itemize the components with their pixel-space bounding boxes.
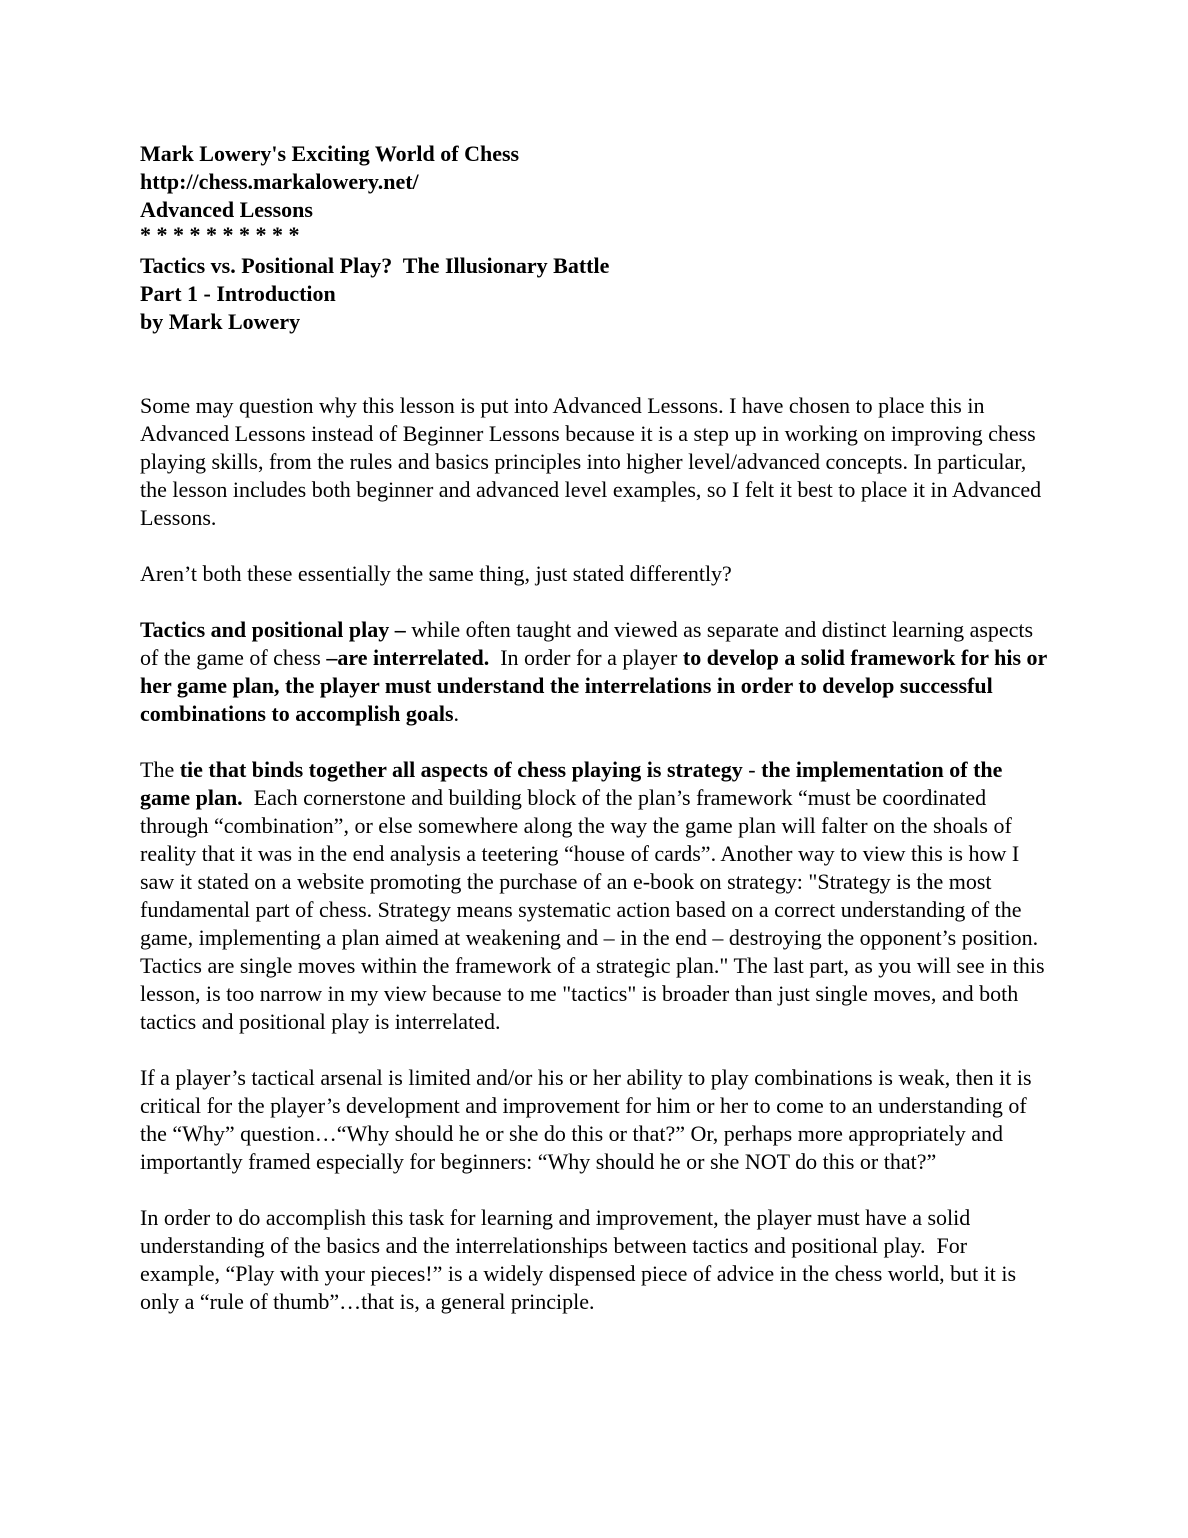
paragraph-1: Some may question why this lesson is put into Advanced Lessons. I have chosen to place this in Advanced Lessons instead of Beginner Lessons because it is a step up in working on improving chess playing skills, from the rules and basics principles into higher level/advanced concepts. In particular, the lesson includes both beginner and advanced level examples, so I felt it best to place it in Advanced Lessons. <box>140 393 1042 530</box>
paragraph-4-text-2: - <box>742 757 762 782</box>
paragraph-3-text-2: In order for a player <box>489 645 683 670</box>
paragraph-3 <box>140 616 1050 728</box>
paragraph-3-bold-1: Tactics and positional play – <box>140 617 406 642</box>
paragraph-3-bold-2: –are interrelated. <box>326 645 490 670</box>
paragraph-4-bold-1: tie that binds together all aspects of chess playing is strategy <box>179 757 743 782</box>
paragraph-6: In order to do accomplish this task for learning and improvement, the player must have a solid understanding of the basics and the interrelationships between tactics and positional play. For example, “Play with your pieces!” is a widely dispensed piece of advice in the chess world, but it is only a “rule of thumb”…that is, a general principle. <box>140 1205 1022 1314</box>
site-url: http://chess.markalowery.net/ <box>140 169 419 194</box>
paragraph-4-bold-2: the implementation of the game plan. <box>140 757 1003 810</box>
section-label: Advanced Lessons <box>140 197 313 222</box>
paragraph-4-text-1: The <box>140 757 180 782</box>
paragraph-4 <box>140 756 1050 1036</box>
paragraph-3-text-3: . <box>453 701 460 726</box>
lesson-author: by Mark Lowery <box>140 309 301 334</box>
site-title: Mark Lowery's Exciting World of Chess <box>140 141 520 166</box>
document-page <box>140 140 1050 1344</box>
paragraph-2: Aren’t both these essentially the same thing, just stated differently? <box>140 561 732 586</box>
document-header <box>140 140 1050 336</box>
paragraph-4-text-3: Each cornerstone and building block of the plan’s framework “must be coordinated through “combination”, or else somewhere along the way the game plan will falter on the shoals of reality that it was in the end analysis a teetering “house of cards”. Another way to view this is how I saw it stated on a website promoting the purchase of an e-book on strategy: "Strategy is the most fundamental part of chess. Strategy means systematic action based on a correct understanding of the game, implementing a plan aimed at weakening and – in the end – destroying the opponent’s position. Tactics are single moves within the framework of a strategic plan." The last part, as you will see in this lesson, is too narrow in my view because to me "tactics" is broader than just single moves, and both tactics and positional play is interrelated. <box>140 785 1051 1034</box>
paragraph-3-text-1: while often taught and viewed as separate and distinct learning aspects of the game of chess <box>140 617 1034 670</box>
lesson-title: Tactics vs. Positional Play? The Illusionary Battle <box>140 253 610 278</box>
header-spacer <box>140 336 1050 392</box>
paragraph-3-bold-3: to develop a solid framework for his or her game plan, the player must understand the interrelations in order to develop successful combinations to accomplish goals <box>140 645 1047 726</box>
lesson-part: Part 1 - Introduction <box>140 281 336 306</box>
paragraph-5: If a player’s tactical arsenal is limited and/or his or her ability to play combinations is weak, then it is critical for the player’s development and improvement for him or her to come to an understanding of the “Why” question…“Why should he or she do this or that?” Or, perhaps more appropriately and importantly framed especially for beginners: “Why should he or she NOT do this or that?” <box>140 1065 1032 1174</box>
star-divider: * * * * * * * * * * <box>140 222 300 247</box>
